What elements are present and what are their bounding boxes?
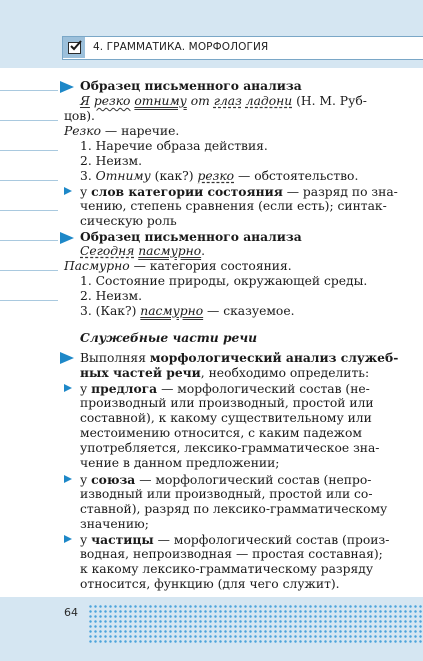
page-number: 64 bbox=[64, 606, 78, 619]
margin-rule bbox=[0, 150, 58, 151]
block1-word-line: Резко — наречие. bbox=[64, 124, 180, 138]
block1-item: 2. Неизм. bbox=[80, 154, 143, 168]
prep-line: употребляется, лексико-грамматическое зна- bbox=[80, 441, 380, 455]
checkbox-icon bbox=[63, 37, 85, 58]
bullet-icon bbox=[60, 232, 74, 244]
prep-line: чение в данном предложении; bbox=[80, 456, 280, 470]
section-title: Служебные части речи bbox=[80, 330, 258, 345]
block2-item: 1. Состояние природы, окружающей среды. bbox=[80, 274, 368, 288]
particle-line: к какому лексико-грамматическому разряду bbox=[80, 562, 374, 576]
margin-rule bbox=[0, 210, 58, 211]
conj-line: ставной), разряд по лексико-грамматическому bbox=[80, 502, 388, 516]
particle-line: относится, функцию (для чего служит). bbox=[80, 577, 340, 591]
margin-rule bbox=[0, 120, 58, 121]
margin-rule bbox=[0, 180, 58, 181]
block1-example bbox=[80, 94, 367, 109]
bullet-icon bbox=[60, 81, 74, 93]
block1-author-cont: цов). bbox=[64, 109, 95, 123]
conj-line: у союза — морфологический состав (непро- bbox=[80, 472, 372, 487]
example-word: отниму bbox=[134, 94, 187, 108]
block2-item: 3. (Как?) пасмурно — сказуемое. bbox=[80, 304, 295, 318]
prep-line: составной), к какому существительному или bbox=[80, 411, 372, 425]
conj-line: значению; bbox=[80, 517, 149, 531]
intro-line: ных частей речи, необходимо определить: bbox=[80, 365, 370, 380]
prep-line: у предлога — морфологический состав (не- bbox=[80, 381, 370, 396]
intro-line: Выполняя морфологический анализ служеб- bbox=[80, 350, 399, 365]
prep-line: производный или производный, простой или bbox=[80, 396, 374, 410]
margin-rule bbox=[0, 270, 58, 271]
block1-item: 1. Наречие образа действия. bbox=[80, 139, 268, 153]
example-word: Я bbox=[80, 94, 90, 108]
small-bullet-icon bbox=[64, 535, 72, 543]
small-bullet-icon bbox=[64, 187, 72, 195]
note-line: сическую роль bbox=[80, 214, 177, 228]
note-line: чению, степень сравнения (если есть); синтак- bbox=[80, 199, 387, 213]
example-author: (Н. М. Руб- bbox=[296, 94, 367, 108]
bullet-icon bbox=[60, 352, 74, 364]
block1-title: Образец письменного анализа bbox=[80, 78, 302, 93]
block2-word-line: Пасмурно — категория состояния. bbox=[64, 259, 292, 273]
block2-example: Сегодня пасмурно. bbox=[80, 244, 206, 258]
block2-item: 2. Неизм. bbox=[80, 289, 143, 303]
margin-rule bbox=[0, 90, 58, 91]
particle-line: водная, непроизводная — простая составная); bbox=[80, 547, 383, 561]
dot-pattern bbox=[88, 604, 423, 644]
margin-rule bbox=[0, 300, 58, 301]
particle-line: у частицы — морфологический состав (произ- bbox=[80, 532, 390, 547]
example-word: от bbox=[190, 94, 210, 108]
prep-line: местоимению относится, с каким падежом bbox=[80, 426, 362, 440]
example-word: резко bbox=[93, 94, 131, 108]
block1-item: 3. Отниму (как?) резко — обстоятельство. bbox=[80, 169, 359, 183]
example-word: ладони bbox=[245, 94, 293, 108]
block2-title: Образец письменного анализа bbox=[80, 229, 302, 244]
small-bullet-icon bbox=[64, 384, 72, 392]
chapter-title: 4. ГРАММАТИКА. МОРФОЛОГИЯ bbox=[93, 41, 269, 53]
small-bullet-icon bbox=[64, 475, 72, 483]
margin-rule bbox=[0, 240, 58, 241]
conj-line: изводный или производный, простой или со- bbox=[80, 487, 373, 501]
note-line: у слов категории состояния — разряд по зна- bbox=[80, 184, 398, 199]
example-word: глаз bbox=[213, 94, 242, 108]
